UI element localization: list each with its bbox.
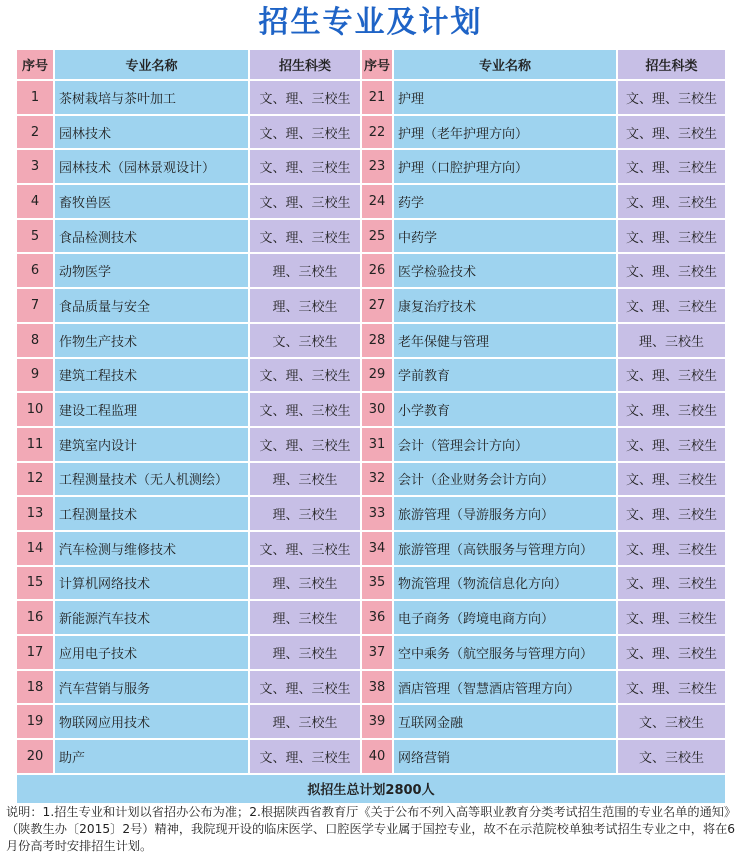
row-number: 40 [362, 740, 392, 773]
major-name: 学前教育 [394, 359, 616, 392]
major-name: 旅游管理（高铁服务与管理方向） [394, 532, 616, 565]
row-number: 30 [362, 393, 392, 426]
table-row [17, 254, 725, 287]
row-number: 32 [362, 463, 392, 496]
major-name: 作物生产技术 [55, 324, 248, 357]
subject-type: 文、理、三校生 [618, 428, 725, 461]
major-name: 建筑室内设计 [55, 428, 248, 461]
subject-type: 文、理、三校生 [618, 497, 725, 530]
subject-type: 理、三校生 [250, 497, 360, 530]
major-name: 药学 [394, 185, 616, 218]
table-row [17, 428, 725, 461]
row-number: 2 [17, 116, 53, 149]
row-number: 36 [362, 601, 392, 634]
major-name: 护理 [394, 81, 616, 114]
major-name: 康复治疗技术 [394, 289, 616, 322]
major-name: 计算机网络技术 [55, 567, 248, 600]
subject-type: 文、三校生 [618, 705, 725, 738]
table-row [17, 150, 725, 183]
major-name: 畜牧兽医 [55, 185, 248, 218]
total-plan: 拟招生总计划2800人 [17, 775, 725, 803]
row-number: 38 [362, 671, 392, 704]
subject-type: 文、理、三校生 [618, 636, 725, 669]
footnote: 说明：1.招生专业和计划以省招办公布为准；2.根据陕西省教育厅《关于公布不列入高等职业教育分类考试招生范围的专业名单的通知》（陕教生办〔2015〕2号）精神，我院现开设的临床医学、口腔医学专业属于国控专业，故不在示范院校单独考试招生专业之中，将在6月份高考时安排招生计划。 [6, 805, 737, 853]
table-row [17, 705, 725, 738]
major-name: 旅游管理（导游服务方向） [394, 497, 616, 530]
table-row [17, 116, 725, 149]
table-row [17, 740, 725, 773]
page-title: 招生专业及计划 [258, 5, 483, 40]
subject-type: 文、理、三校生 [618, 289, 725, 322]
subject-type: 理、三校生 [250, 567, 360, 600]
table-row [17, 359, 725, 392]
table-row [17, 636, 725, 669]
row-number: 7 [17, 289, 53, 322]
row-number: 25 [362, 220, 392, 253]
table-row [17, 185, 725, 218]
row-number: 22 [362, 116, 392, 149]
row-number: 26 [362, 254, 392, 287]
major-name: 护理（口腔护理方向） [394, 150, 616, 183]
subject-type: 文、理、三校生 [250, 740, 360, 773]
table-row [17, 532, 725, 565]
table-row [17, 671, 725, 704]
row-number: 6 [17, 254, 53, 287]
subject-type: 理、三校生 [250, 705, 360, 738]
subject-type: 理、三校生 [250, 254, 360, 287]
major-name: 园林技术 [55, 116, 248, 149]
subject-type: 文、理、三校生 [618, 116, 725, 149]
major-name: 建筑工程技术 [55, 359, 248, 392]
subject-type: 文、三校生 [250, 324, 360, 357]
subject-type: 文、理、三校生 [618, 671, 725, 704]
row-number: 33 [362, 497, 392, 530]
subject-type: 理、三校生 [618, 324, 725, 357]
major-name: 工程测量技术 [55, 497, 248, 530]
major-name: 护理（老年护理方向） [394, 116, 616, 149]
major-name: 食品检测技术 [55, 220, 248, 253]
subject-type: 文、理、三校生 [618, 463, 725, 496]
subject-type: 文、理、三校生 [250, 359, 360, 392]
subject-type: 文、理、三校生 [618, 532, 725, 565]
subject-type: 文、理、三校生 [250, 116, 360, 149]
major-name: 新能源汽车技术 [55, 601, 248, 634]
major-name: 物联网应用技术 [55, 705, 248, 738]
major-name: 应用电子技术 [55, 636, 248, 669]
subject-type: 文、理、三校生 [618, 150, 725, 183]
major-name: 食品质量与安全 [55, 289, 248, 322]
subject-type: 理、三校生 [250, 463, 360, 496]
row-number: 5 [17, 220, 53, 253]
table-row [17, 81, 725, 114]
table-row [17, 393, 725, 426]
subject-type: 文、理、三校生 [618, 254, 725, 287]
major-name: 汽车营销与服务 [55, 671, 248, 704]
row-number: 3 [17, 150, 53, 183]
header-name: 专业名称 [55, 50, 248, 79]
row-number: 1 [17, 81, 53, 114]
major-name: 老年保健与管理 [394, 324, 616, 357]
table-row [17, 220, 725, 253]
table-row [17, 601, 725, 634]
major-name: 会计（管理会计方向） [394, 428, 616, 461]
major-name: 小学教育 [394, 393, 616, 426]
major-name: 空中乘务（航空服务与管理方向） [394, 636, 616, 669]
subject-type: 文、理、三校生 [618, 601, 725, 634]
subject-type: 文、理、三校生 [618, 393, 725, 426]
row-number: 34 [362, 532, 392, 565]
subject-type: 文、理、三校生 [250, 393, 360, 426]
subject-type: 理、三校生 [250, 289, 360, 322]
table-header-row [17, 50, 725, 79]
row-number: 10 [17, 393, 53, 426]
row-number: 17 [17, 636, 53, 669]
subject-type: 文、理、三校生 [618, 185, 725, 218]
row-number: 12 [17, 463, 53, 496]
table-row [17, 463, 725, 496]
major-name: 园林技术（园林景观设计） [55, 150, 248, 183]
subject-type: 文、理、三校生 [250, 150, 360, 183]
row-number: 39 [362, 705, 392, 738]
row-number: 23 [362, 150, 392, 183]
row-number: 28 [362, 324, 392, 357]
header-no: 序号 [362, 50, 392, 79]
major-name: 酒店管理（智慧酒店管理方向） [394, 671, 616, 704]
subject-type: 文、理、三校生 [618, 567, 725, 600]
subject-type: 文、理、三校生 [618, 220, 725, 253]
row-number: 11 [17, 428, 53, 461]
row-number: 37 [362, 636, 392, 669]
row-number: 4 [17, 185, 53, 218]
major-name: 网络营销 [394, 740, 616, 773]
table-row [17, 289, 725, 322]
row-number: 18 [17, 671, 53, 704]
subject-type: 理、三校生 [250, 636, 360, 669]
subject-type: 文、三校生 [618, 740, 725, 773]
subject-type: 文、理、三校生 [250, 671, 360, 704]
row-number: 31 [362, 428, 392, 461]
table-row [17, 567, 725, 600]
major-name: 医学检验技术 [394, 254, 616, 287]
row-number: 21 [362, 81, 392, 114]
subject-type: 文、理、三校生 [250, 532, 360, 565]
total-row [17, 775, 725, 803]
header-no: 序号 [17, 50, 53, 79]
row-number: 27 [362, 289, 392, 322]
major-name: 动物医学 [55, 254, 248, 287]
row-number: 9 [17, 359, 53, 392]
row-number: 14 [17, 532, 53, 565]
table-row [17, 497, 725, 530]
major-name: 工程测量技术（无人机测绘） [55, 463, 248, 496]
header-subject: 招生科类 [250, 50, 360, 79]
subject-type: 文、理、三校生 [250, 81, 360, 114]
row-number: 19 [17, 705, 53, 738]
table-row [17, 324, 725, 357]
row-number: 13 [17, 497, 53, 530]
major-name: 汽车检测与维修技术 [55, 532, 248, 565]
row-number: 20 [17, 740, 53, 773]
header-subject: 招生科类 [618, 50, 725, 79]
major-name: 会计（企业财务会计方向） [394, 463, 616, 496]
subject-type: 文、理、三校生 [250, 428, 360, 461]
major-name: 建设工程监理 [55, 393, 248, 426]
subject-type: 理、三校生 [250, 601, 360, 634]
row-number: 16 [17, 601, 53, 634]
major-name: 物流管理（物流信息化方向） [394, 567, 616, 600]
subject-type: 文、理、三校生 [250, 185, 360, 218]
row-number: 15 [17, 567, 53, 600]
row-number: 24 [362, 185, 392, 218]
row-number: 29 [362, 359, 392, 392]
header-name: 专业名称 [394, 50, 616, 79]
subject-type: 文、理、三校生 [618, 359, 725, 392]
major-name: 助产 [55, 740, 248, 773]
major-name: 茶树栽培与茶叶加工 [55, 81, 248, 114]
major-name: 互联网金融 [394, 705, 616, 738]
row-number: 35 [362, 567, 392, 600]
subject-type: 文、理、三校生 [618, 81, 725, 114]
major-name: 中药学 [394, 220, 616, 253]
row-number: 8 [17, 324, 53, 357]
subject-type: 文、理、三校生 [250, 220, 360, 253]
major-name: 电子商务（跨境电商方向） [394, 601, 616, 634]
enrollment-plan-table [15, 48, 727, 805]
